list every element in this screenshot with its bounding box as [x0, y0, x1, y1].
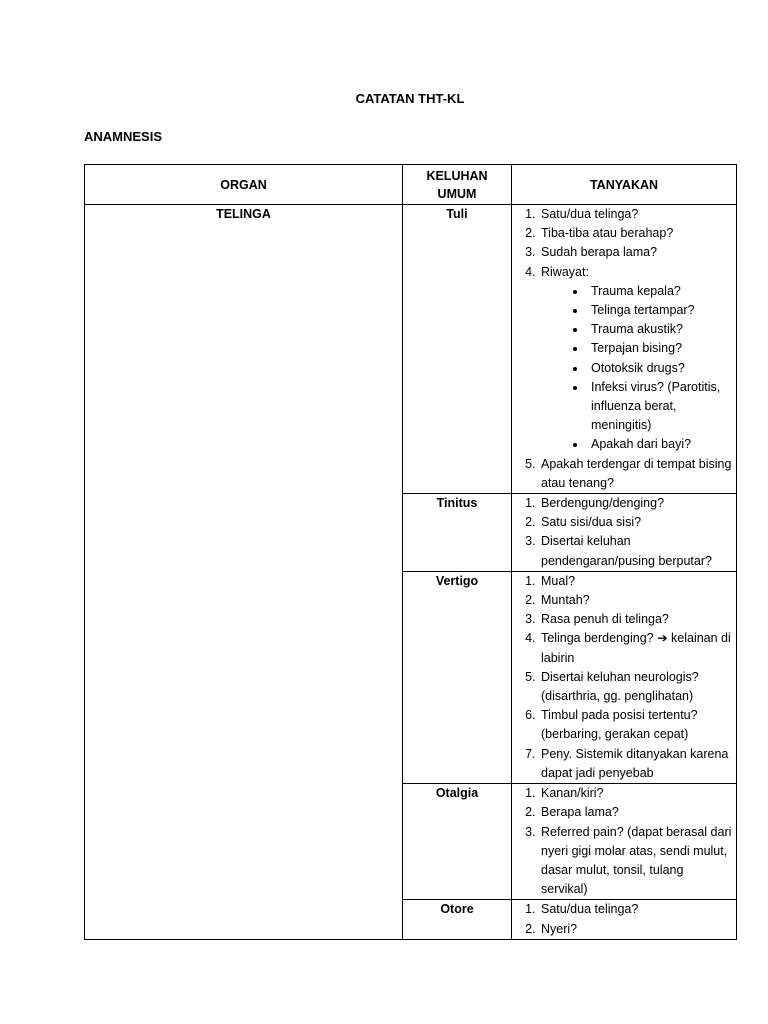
section-title: ANAMNESIS	[84, 129, 163, 144]
header-keluhan-line2: UMUM	[437, 186, 477, 201]
question-item: 3. Disertai keluhan pendengaran/pusing berputar?	[539, 532, 732, 570]
riwayat-item: • Trauma kepala?	[587, 282, 728, 301]
complaint-cell: Vertigo	[403, 571, 512, 783]
question-item	[539, 263, 732, 455]
question-item: 7. Peny. Sistemik ditanyakan karena dapat jadi penyebab	[539, 745, 732, 783]
riwayat-item: • Telinga tertampar?	[587, 301, 728, 320]
riwayat-item: • Infeksi virus? (Parotitis, influenza berat, meningitis)	[587, 378, 728, 436]
questions-list	[512, 784, 736, 899]
riwayat-item: • Trauma akustik?	[587, 320, 728, 339]
header-keluhan-line1: KELUHAN	[426, 168, 488, 183]
questions-cell	[512, 571, 737, 783]
questions-list	[512, 572, 736, 783]
riwayat-item: • Terpajan bising?	[587, 339, 728, 358]
questions-list	[512, 494, 736, 571]
question-item: 1. Satu/dua telinga?	[539, 900, 732, 919]
table-row	[85, 205, 737, 494]
table-header-row	[85, 165, 737, 205]
questions-list	[512, 205, 736, 493]
question-item: 3. Rasa penuh di telinga?	[539, 610, 732, 629]
question-item: 5. Disertai keluhan neurologis? (disarthria, gg. penglihatan)	[539, 668, 732, 706]
anamnesis-table	[84, 164, 737, 940]
header-organ: ORGAN	[85, 165, 403, 205]
complaint-cell: Otore	[403, 900, 512, 939]
question-item: 1. Satu/dua telinga?	[539, 205, 732, 224]
question-item: 2. Tiba-tiba atau berahap?	[539, 224, 732, 243]
question-item: 1. Berdengung/denging?	[539, 494, 732, 513]
questions-list	[512, 900, 736, 938]
question-item: 2. Berapa lama?	[539, 803, 732, 822]
riwayat-item: • Ototoksik drugs?	[587, 359, 728, 378]
question-item: 1. Kanan/kiri?	[539, 784, 732, 803]
question-item: 4. Telinga berdenging? ➔ kelainan di labirin	[539, 629, 732, 667]
question-item: 3. Sudah berapa lama?	[539, 243, 732, 262]
complaint-cell: Tinitus	[403, 494, 512, 572]
question-item: 1. Mual?	[539, 572, 732, 591]
questions-cell	[512, 494, 737, 572]
header-tanyakan: TANYAKAN	[512, 165, 737, 205]
questions-cell	[512, 900, 737, 939]
riwayat-list	[541, 282, 732, 455]
riwayat-item: • Apakah dari bayi?	[587, 435, 728, 454]
question-text: Riwayat:	[541, 264, 589, 279]
question-item: 6. Timbul pada posisi tertentu? (berbaring, gerakan cepat)	[539, 706, 732, 744]
header-keluhan-umum	[403, 165, 512, 205]
question-item: 3. Referred pain? (dapat berasal dari nyeri gigi molar atas, sendi mulut, dasar mulut, tonsil, tulang servikal)	[539, 823, 732, 900]
page-title: CATATAN THT-KL	[355, 91, 465, 106]
question-item: 2. Nyeri?	[539, 920, 732, 939]
organ-cell: TELINGA	[85, 205, 403, 940]
question-item: 2. Satu sisi/dua sisi?	[539, 513, 732, 532]
complaint-cell: Otalgia	[403, 784, 512, 900]
complaint-cell: Tuli	[403, 205, 512, 494]
questions-cell	[512, 784, 737, 900]
question-item: 5. Apakah terdengar di tempat bising atau tenang?	[539, 455, 732, 493]
question-item: 2. Muntah?	[539, 591, 732, 610]
questions-cell	[512, 205, 737, 494]
